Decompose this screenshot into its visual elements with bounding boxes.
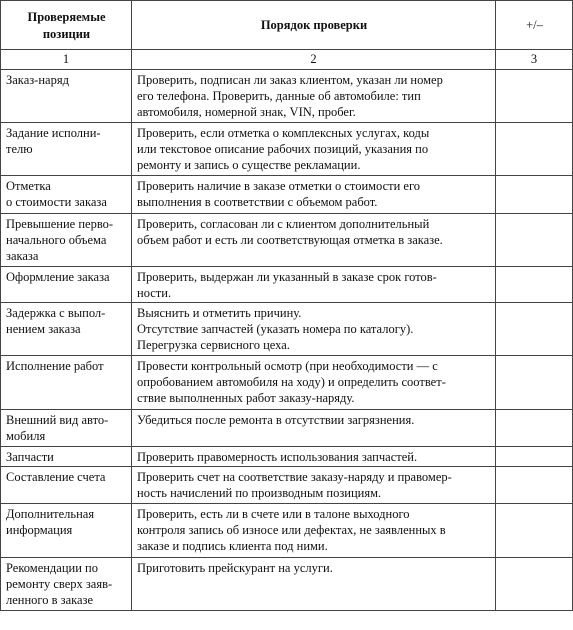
table-row xyxy=(1,410,573,447)
row-mark xyxy=(496,356,573,410)
row-position: Задержка с выпол- нением заказа xyxy=(1,303,132,356)
row-procedure: Убедиться после ремонта в отсутствии загрязнения. xyxy=(132,410,496,447)
table-row xyxy=(1,467,573,503)
column-number-3: 3 xyxy=(496,50,573,70)
row-procedure: Проверить правомерность использования запчастей. xyxy=(132,447,496,467)
table-row xyxy=(1,356,573,410)
row-mark xyxy=(496,467,573,503)
row-procedure: Выяснить и отметить причину. Отсутствие запчастей (указать номера по каталогу). Перегрузка сервисного цеха. xyxy=(132,303,496,356)
table-row xyxy=(1,266,573,302)
table-row xyxy=(1,70,573,123)
row-procedure: Проверить, есть ли в счете или в талоне выходного контроля запись об износе или дефектах, не заявленных в заказе и подпись клиента под ними. xyxy=(132,503,496,557)
row-position: Внешний вид авто- мобиля xyxy=(1,410,132,447)
row-mark xyxy=(496,410,573,447)
row-position: Запчасти xyxy=(1,447,132,467)
row-position: Задание исполни- телю xyxy=(1,122,132,175)
table-row xyxy=(1,557,573,610)
row-mark xyxy=(496,503,573,557)
table-row xyxy=(1,122,573,175)
header-procedure: Порядок проверки xyxy=(132,1,496,50)
row-position: Исполнение работ xyxy=(1,356,132,410)
row-procedure: Провести контрольный осмотр (при необходимости — с опробованием автомобиля на ходу) и определить соответ- ствие выполненных работ заказу-наряду. xyxy=(132,356,496,410)
row-mark xyxy=(496,70,573,123)
row-procedure: Проверить, согласован ли с клиентом дополнительный объем работ и есть ли соответствующая отметка в заказе. xyxy=(132,213,496,266)
row-mark xyxy=(496,175,573,213)
table-row xyxy=(1,447,573,467)
row-mark xyxy=(496,557,573,610)
row-position: Оформление заказа xyxy=(1,266,132,302)
header-mark: +/– xyxy=(496,1,573,50)
row-procedure: Проверить, если отметка о комплексных услугах, коды или текстовое описание рабочих позиций, указания по ремонту и запись о существе рекламации. xyxy=(132,122,496,175)
row-procedure: Приготовить прейскурант на услуги. xyxy=(132,557,496,610)
row-position: Отметка о стоимости заказа xyxy=(1,175,132,213)
row-procedure: Проверить, выдержан ли указанный в заказе срок готов- ности. xyxy=(132,266,496,302)
table-row xyxy=(1,503,573,557)
row-position: Дополнительная информация xyxy=(1,503,132,557)
row-procedure: Проверить наличие в заказе отметки о стоимости его выполнения в соответствии с объемом работ. xyxy=(132,175,496,213)
row-position: Заказ-наряд xyxy=(1,70,132,123)
row-position: Превышение перво- начального объема заказа xyxy=(1,213,132,266)
row-procedure: Проверить счет на соответствие заказу-наряду и правомер- ность начислений по производным позициям. xyxy=(132,467,496,503)
header-row xyxy=(1,1,573,50)
row-mark xyxy=(496,303,573,356)
row-position: Составление счета xyxy=(1,467,132,503)
row-position: Рекомендации по ремонту сверх заяв- ленного в заказе xyxy=(1,557,132,610)
header-positions: Проверяемые позиции xyxy=(1,1,132,50)
row-mark xyxy=(496,122,573,175)
column-number-2: 2 xyxy=(132,50,496,70)
column-number-1: 1 xyxy=(1,50,132,70)
table-row xyxy=(1,213,573,266)
column-number-row xyxy=(1,50,573,70)
row-mark xyxy=(496,447,573,467)
table-row xyxy=(1,303,573,356)
table-row xyxy=(1,175,573,213)
row-procedure: Проверить, подписан ли заказ клиентом, указан ли номер его телефона. Проверить, данные об автомобиле: тип автомобиля, номерной знак, VIN, пробег. xyxy=(132,70,496,123)
row-mark xyxy=(496,213,573,266)
row-mark xyxy=(496,266,573,302)
